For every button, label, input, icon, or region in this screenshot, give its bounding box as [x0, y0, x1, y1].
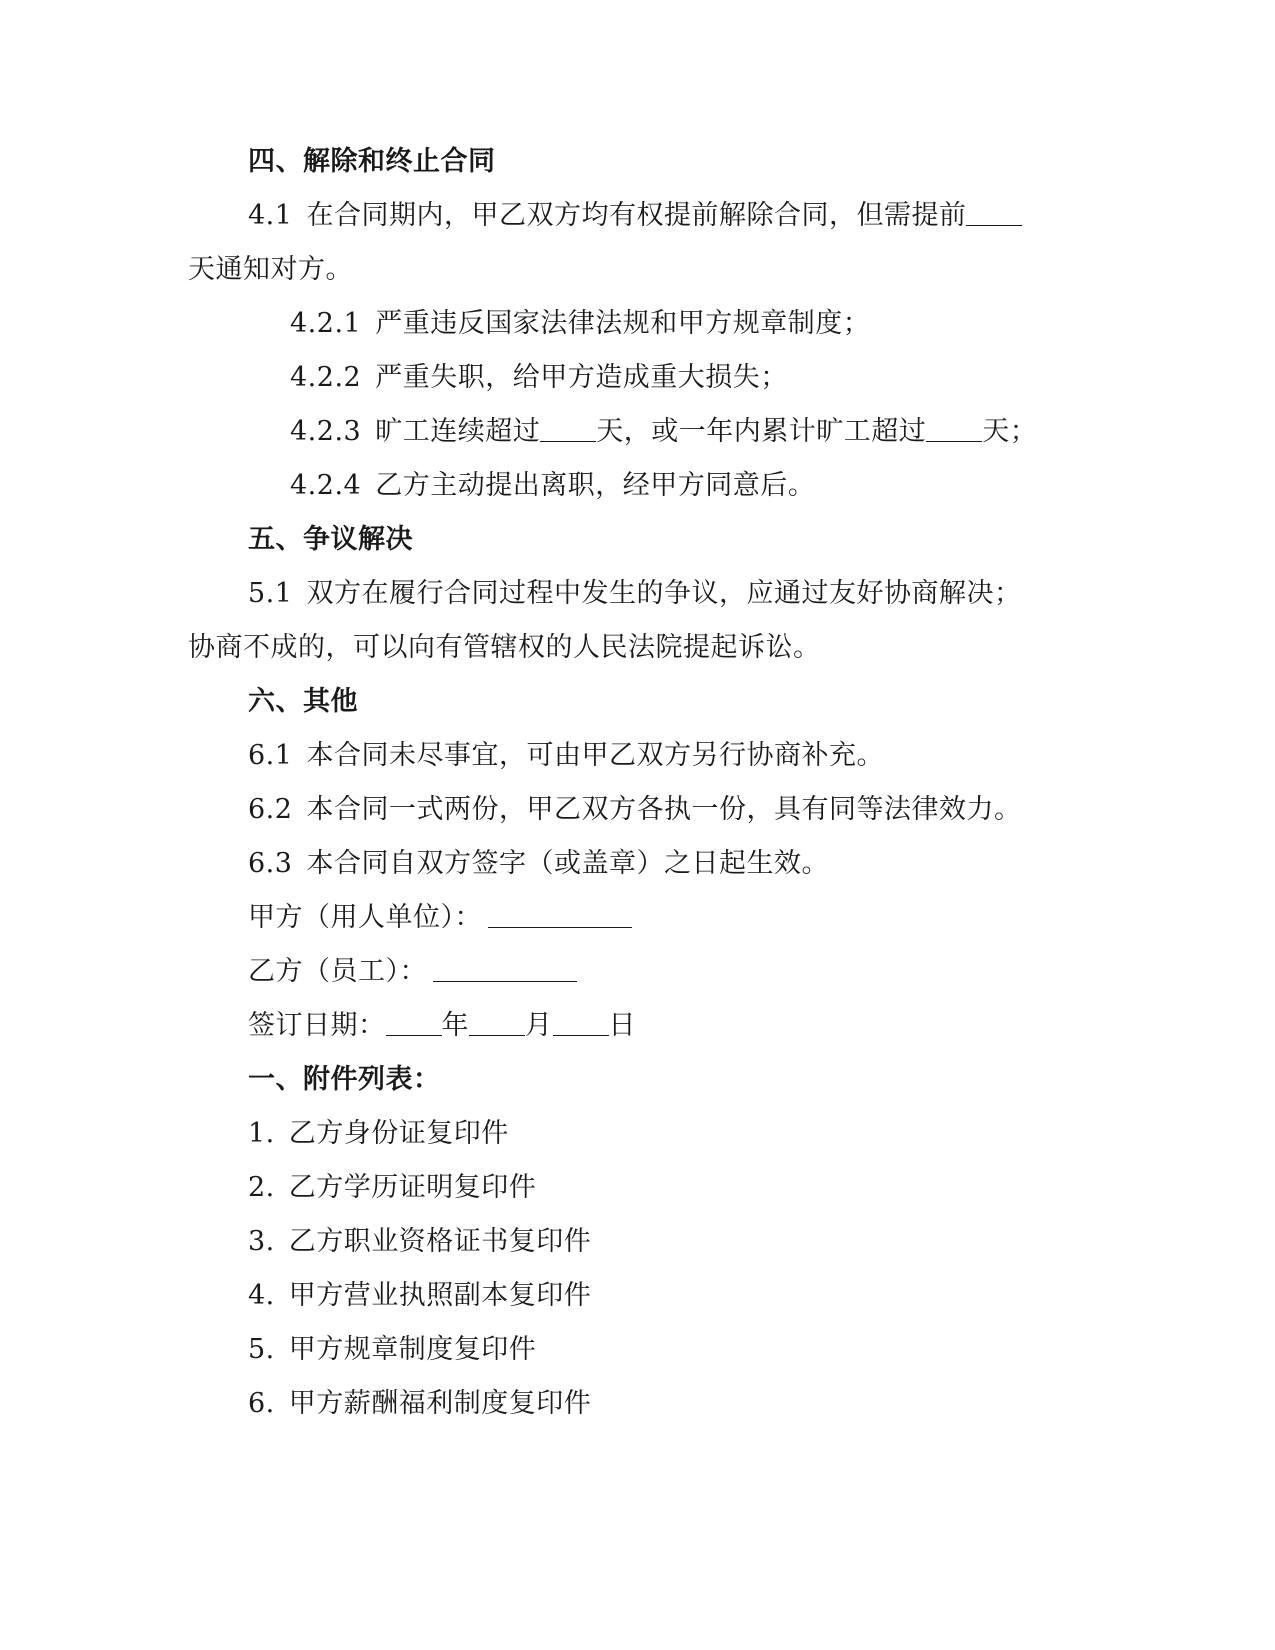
clause-text: 天，或一年内累计旷工超过	[596, 416, 927, 447]
clause-4-2-1	[290, 304, 870, 344]
list-number: 6.	[248, 1388, 275, 1419]
clause-4-1	[248, 196, 1022, 236]
clause-6-1	[248, 736, 884, 776]
clause-4-2-3	[290, 412, 1037, 452]
clause-6-3	[248, 844, 829, 884]
party-b-signature	[248, 952, 577, 992]
clause-text: 严重违反国家法律法规和甲方规章制度；	[375, 308, 871, 339]
list-text: 甲方规章制度复印件	[288, 1334, 537, 1365]
clause-number: 4.1	[248, 200, 293, 231]
month-blank	[469, 1009, 525, 1036]
list-text: 甲方营业执照副本复印件	[288, 1280, 592, 1311]
list-text: 甲方薪酬福利制度复印件	[288, 1388, 592, 1419]
clause-5-1	[248, 574, 1021, 614]
clause-text: 双方在履行合同过程中发生的争议，应通过友好协商解决；	[306, 578, 1022, 609]
month-label: 月	[525, 1010, 553, 1041]
list-item	[248, 1276, 591, 1316]
list-text: 乙方学历证明复印件	[288, 1172, 537, 1203]
attachments-title: 一、附件列表：	[248, 1064, 441, 1095]
list-number: 4.	[248, 1280, 275, 1311]
list-text: 乙方身份证复印件	[288, 1118, 509, 1149]
blank-line	[926, 415, 982, 442]
list-item	[248, 1330, 536, 1370]
clause-number: 6.2	[248, 794, 293, 825]
clause-number: 5.1	[248, 578, 293, 609]
clause-number: 4.2.3	[290, 416, 362, 447]
clause-number: 6.3	[248, 848, 293, 879]
party-a-label: 甲方（用人单位）：	[248, 902, 482, 933]
section-6-title: 六、其他	[248, 686, 358, 717]
list-number: 3.	[248, 1226, 275, 1257]
clause-text: 本合同自双方签字（或盖章）之日起生效。	[306, 848, 829, 879]
section-4-title: 四、解除和终止合同	[248, 146, 496, 177]
blank-line	[966, 199, 1022, 226]
blank-line	[540, 415, 596, 442]
signing-date	[248, 1006, 636, 1046]
clause-5-1-continued: 协商不成的，可以向有管辖权的人民法院提起诉讼。	[188, 632, 821, 663]
clause-4-1-continued: 天通知对方。	[188, 254, 353, 285]
clause-number: 4.2.2	[290, 362, 362, 393]
clause-text: 在合同期内，甲乙双方均有权提前解除合同，但需提前	[306, 200, 967, 231]
year-label: 年	[441, 1010, 469, 1041]
clause-number: 4.2.4	[290, 470, 362, 501]
clause-6-2	[248, 790, 1021, 830]
clause-text: 本合同未尽事宜，可由甲乙双方另行协商补充。	[306, 740, 884, 771]
list-number: 5.	[248, 1334, 275, 1365]
list-item	[248, 1384, 591, 1424]
year-blank	[386, 1009, 442, 1036]
clause-text: 乙方主动提出离职，经甲方同意后。	[375, 470, 816, 501]
clause-text: 严重失职，给甲方造成重大损失；	[375, 362, 788, 393]
clause-4-2-2	[290, 358, 788, 398]
clause-text: 旷工连续超过	[375, 416, 541, 447]
party-a-signature	[248, 898, 632, 938]
party-b-blank	[433, 955, 577, 982]
day-blank	[553, 1009, 609, 1036]
clause-4-2-4	[290, 466, 815, 506]
clause-number: 6.1	[248, 740, 293, 771]
party-a-blank	[488, 901, 632, 928]
date-label: 签订日期：	[248, 1010, 386, 1041]
list-item	[248, 1222, 591, 1262]
list-number: 1.	[248, 1118, 275, 1149]
day-label: 日	[608, 1010, 636, 1041]
clause-text: 天；	[982, 416, 1038, 447]
clause-number: 4.2.1	[290, 308, 362, 339]
section-5-title: 五、争议解决	[248, 524, 413, 555]
party-b-label: 乙方（员工）：	[248, 956, 427, 987]
list-item	[248, 1114, 509, 1154]
list-item	[248, 1168, 536, 1208]
list-text: 乙方职业资格证书复印件	[288, 1226, 592, 1257]
list-number: 2.	[248, 1172, 275, 1203]
clause-text: 本合同一式两份，甲乙双方各执一份，具有同等法律效力。	[306, 794, 1022, 825]
